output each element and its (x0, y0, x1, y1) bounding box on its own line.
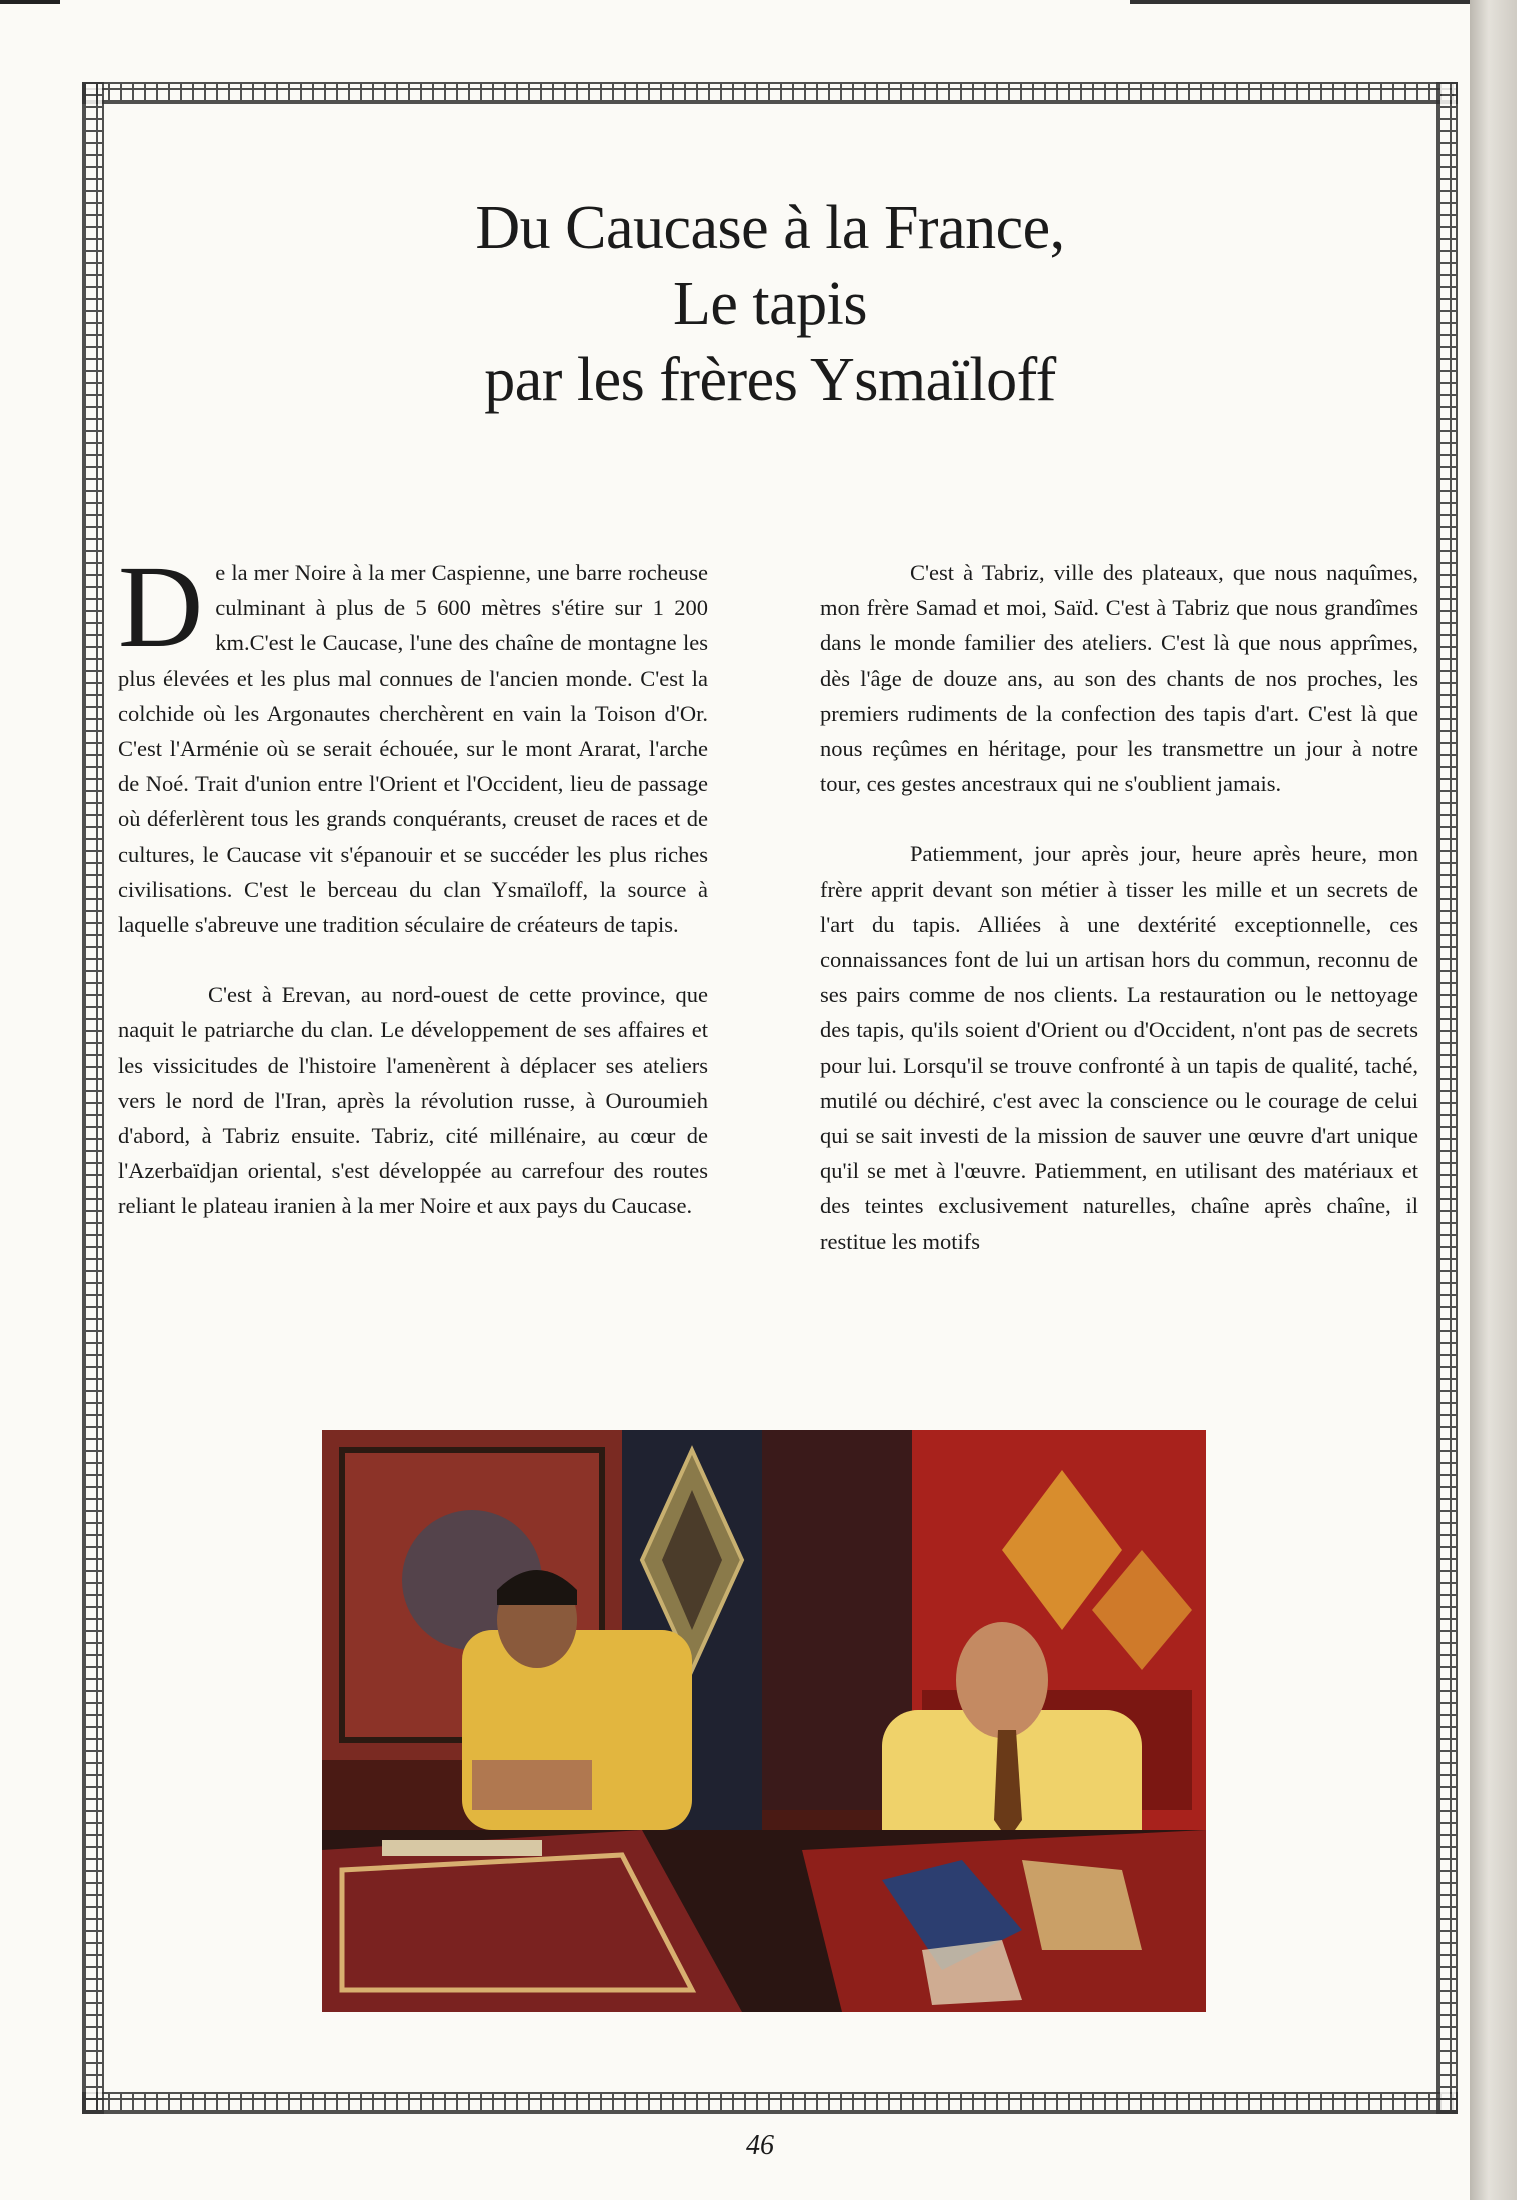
right-paragraph-2: Patiemment, jour après jour, heure après heure, mon frère apprit devant son métier à tisser les mille et un secrets de l'art du tapis. Alliées à une dextérité exceptionnelle, ces connaissances font de lui un artisan hors du commun, reconnu de ses pairs comme de nos clients. La restauration ou le nettoyage des tapis, qu'ils soient d'Orient ou d'Occident, n'ont pas de secrets pour lui. Lorsqu'il se trouve confronté à un tapis de qualité, taché, mutilé ou déchiré, c'est avec la conscience ou le courage de celui qui se sait investi de la mission de sauver une œuvre d'art unique qu'il se met à l'œuvre. Patiemment, en utilisant des matériaux et des teintes exclusivement naturelles, chaîne après chaîne, il restitue les motifs (820, 841, 1418, 1254)
greek-key-border-right (1436, 82, 1458, 2114)
left-paragraph-1-text: e la mer Noire à la mer Caspienne, une barre rocheuse culminant à plus de 5 600 mètres s'étire sur 1 200 km.C'est le Caucase, l'une des chaîne de montagne les plus élevées et les plus mal connues de l'ancien monde. C'est la colchide où les Argonautes cherchèrent en vain la Toison d'Or. C'est l'Arménie où se serait échouée, sur le mont Ararat, l'arche de Noé. Trait d'union entre l'Orient et l'Occident, lieu de passage où déferlèrent tous les grands conquérants, creuset de races et de cultures, le Caucase vit s'épanouir et se succéder les plus riches civilisations. C'est le berceau du clan Ysmaïloff, la source à laquelle s'abreuve une tradition séculaire de créateurs de tapis. (118, 560, 708, 938)
greek-key-border-bottom (82, 2092, 1458, 2114)
page-edge (1470, 0, 1517, 2200)
right-column (820, 555, 1418, 1259)
drop-cap: D (118, 541, 204, 672)
artisans-photo (322, 1430, 1206, 2012)
title-line-3: par les frères Ysmaïloff (484, 346, 1056, 414)
article-title (200, 190, 1340, 418)
title-line-2: Le tapis (673, 270, 867, 338)
left-paragraph-1 (118, 541, 708, 942)
page-number: 46 (746, 2130, 774, 2161)
title-line-1: Du Caucase à la France, (475, 194, 1065, 262)
greek-key-border-left (82, 82, 104, 2114)
left-column (118, 541, 708, 1224)
greek-key-border-top (82, 82, 1458, 104)
right-paragraph-1: C'est à Tabriz, ville des plateaux, que nous naquîmes, mon frère Samad et moi, Saïd. C'est à Tabriz que nous grandîmes dans le monde familier des ateliers. C'est là que nous apprîmes, dès l'âge de douze ans, au son des chants de nos proches, les premiers rudiments de la confection des tapis d'art. C'est là que nous reçûmes en héritage, pour les transmettre un jour à notre tour, ces gestes ancestraux qui ne s'oublient jamais. (820, 560, 1418, 797)
top-rule (0, 0, 1517, 4)
left-paragraph-2: C'est à Erevan, au nord-ouest de cette province, que naquit le patriarche du clan. Le développement de ses affaires et les vissicitudes de l'histoire l'amenèrent à déplacer ses ateliers vers le nord de l'Iran, après la révolution russe, à Ouroumieh d'abord, à Tabriz ensuite. Tabriz, cité millénaire, au cœur de l'Azerbaïdjan oriental, s'est développée au carrefour des routes reliant le plateau iranien à la mer Noire et aux pays du Caucase. (118, 982, 708, 1219)
photo-illustration (322, 1430, 1206, 2012)
